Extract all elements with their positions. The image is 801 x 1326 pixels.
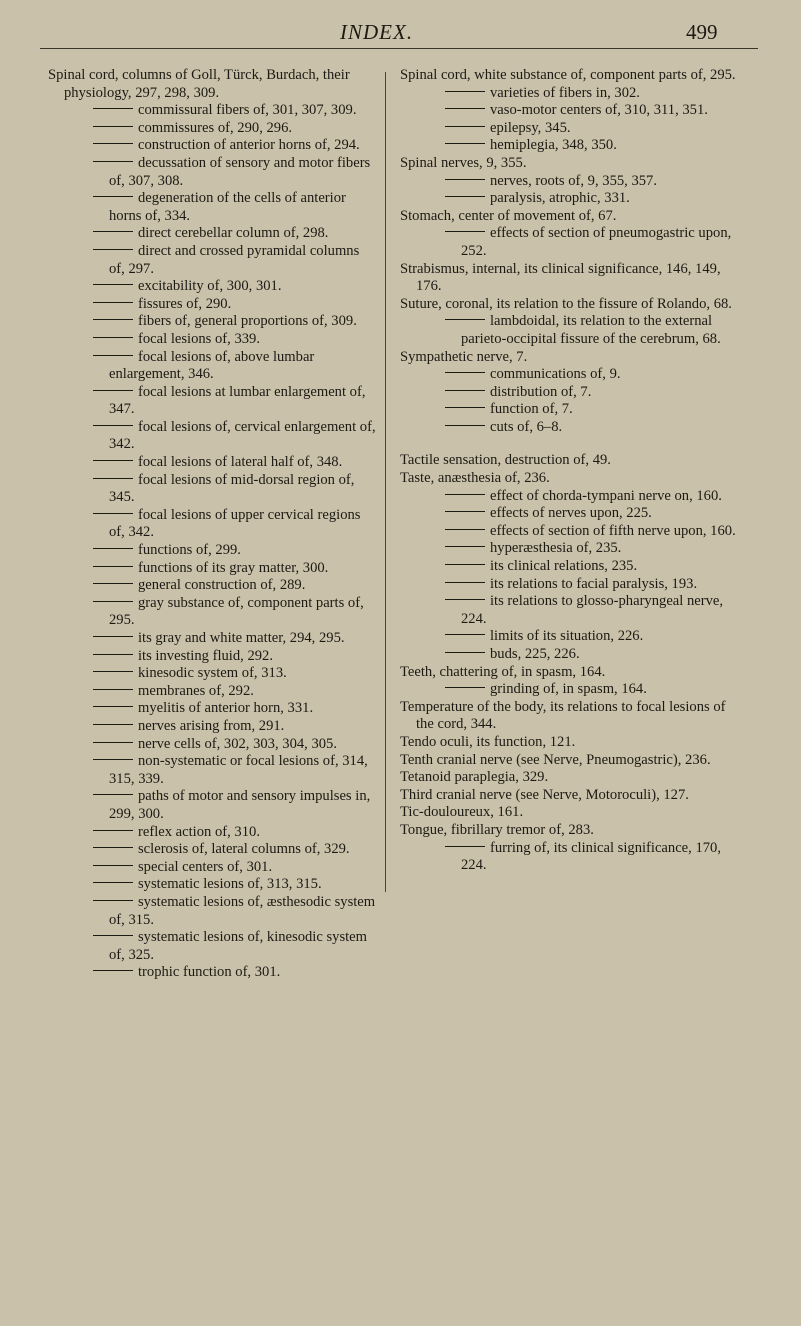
entry-text: focal lesions of lateral half of, 348. [138, 454, 343, 471]
entry-text: its relations to glosso-pharyngeal nerve, 224. [461, 593, 724, 627]
entry-text: Tactile sensation, destruction of, 49. [400, 452, 611, 469]
entry-text: fissures of, 290. [138, 295, 232, 312]
index-subentry [48, 964, 378, 982]
entry-text: lambdoidal, its relation to the external parieto-occipital fissure of the cerebrum, 68. [461, 313, 721, 347]
ditto-dash [93, 689, 133, 690]
index-subentry [48, 225, 378, 243]
entry-text: effects of section of fifth nerve upon, 160. [490, 522, 736, 539]
entry-text: Strabismus, internal, its clinical significance, 146, 149, 176. [400, 260, 721, 295]
index-entry [400, 787, 745, 805]
section-gap [400, 436, 745, 452]
entry-text: gray substance of, component parts of, 295. [109, 594, 364, 629]
header-rule [40, 48, 758, 49]
index-subentry [48, 929, 378, 964]
index-subentry [48, 876, 378, 894]
entry-text: furring of, its clinical significance, 170, 224. [461, 839, 721, 874]
index-entry [400, 699, 745, 734]
index-subentry [48, 120, 378, 138]
index-entry [400, 208, 745, 226]
entry-text: effect of chorda-tympani nerve on, 160. [490, 487, 722, 504]
index-subentry [48, 243, 378, 278]
entry-text: commissures of, 290, 296. [138, 119, 293, 136]
entry-text: Tetanoid paraplegia, 329. [400, 769, 549, 786]
entry-text: its gray and white matter, 294, 295. [138, 630, 345, 646]
entry-text: cuts of, 6–8. [490, 418, 563, 435]
entry-text: its investing fluid, 292. [138, 647, 273, 664]
index-subentry [400, 120, 745, 138]
ditto-dash [93, 636, 133, 637]
index-entry [400, 296, 745, 314]
index-subentry [48, 507, 378, 542]
entry-text: its clinical relations, 235. [490, 558, 638, 575]
index-subentry [48, 137, 378, 155]
ditto-dash [93, 302, 133, 303]
ditto-dash [445, 196, 485, 197]
ditto-dash [93, 759, 133, 760]
entry-text: nerves arising from, 291. [138, 717, 285, 734]
index-subentry [400, 558, 745, 576]
index-entry [400, 752, 745, 770]
ditto-dash [445, 91, 485, 92]
entry-text: Teeth, chattering of, in spasm, 164. [400, 663, 606, 680]
entry-text: construction of anterior horns of, 294. [138, 137, 360, 154]
ditto-dash [445, 143, 485, 144]
entry-text: hemiplegia, 348, 350. [490, 137, 617, 154]
entry-text: Temperature of the body, its relations to focal lesions of the cord, 344. [400, 698, 726, 733]
index-entry [400, 261, 745, 296]
index-subentry [48, 736, 378, 754]
ditto-dash [445, 108, 485, 109]
entry-text: distribution of, 7. [490, 383, 592, 400]
running-title: INDEX. [340, 20, 414, 44]
ditto-dash [93, 460, 133, 461]
entry-text: sclerosis of, lateral columns of, 329. [138, 841, 350, 858]
index-subentry [48, 630, 378, 648]
index-entry [400, 155, 745, 173]
ditto-dash [93, 830, 133, 831]
index-subentry [400, 313, 745, 348]
entry-text: functions of its gray matter, 300. [138, 559, 329, 576]
ditto-dash [445, 494, 485, 495]
index-entry [400, 769, 745, 787]
entry-text: effects of section of pneumogastric upon, 252. [461, 225, 732, 259]
index-subentry [48, 313, 378, 331]
entry-text: systematic lesions of, æsthesodic system of, 315. [109, 893, 376, 928]
entry-text: focal lesions of mid-dorsal region of, 345. [109, 471, 355, 506]
entry-text: kinesodic system of, 313. [138, 665, 287, 682]
ditto-dash [93, 513, 133, 514]
ditto-dash [445, 687, 485, 688]
entry-text: Tenth cranial nerve (see Nerve, Pneumogastric), 236. [400, 751, 711, 768]
index-subentry [400, 384, 745, 402]
index-subentry [48, 841, 378, 859]
index-subentry [48, 384, 378, 419]
index-subentry [48, 190, 378, 225]
ditto-dash [93, 108, 133, 109]
entry-text: Spinal nerves, 9, 355. [400, 154, 527, 171]
ditto-dash [93, 583, 133, 584]
page-header [0, 20, 801, 52]
index-subentry [400, 225, 745, 260]
index-subentry [48, 595, 378, 630]
ditto-dash [93, 935, 133, 936]
entry-text: excitability of, 300, 301. [138, 278, 282, 295]
ditto-dash [445, 179, 485, 180]
index-subentry [48, 542, 378, 560]
index-subentry [400, 173, 745, 191]
entry-text: varieties of fibers in, 302. [490, 84, 640, 101]
ditto-dash [93, 566, 133, 567]
index-entry [400, 470, 745, 488]
ditto-dash [93, 390, 133, 391]
entry-text: Spinal cord, white substance of, component parts of, 295. [400, 67, 736, 83]
ditto-dash [445, 231, 485, 232]
entry-text: buds, 225, 226. [490, 646, 580, 662]
entry-text: nerves, roots of, 9, 355, 357. [490, 172, 657, 189]
ditto-dash [445, 599, 485, 600]
index-subentry [400, 628, 745, 646]
entry-text: fibers of, general proportions of, 309. [138, 313, 357, 330]
entry-text: special centers of, 301. [138, 858, 273, 875]
index-subentry [400, 137, 745, 155]
ditto-dash [93, 601, 133, 602]
index-subentry [48, 577, 378, 595]
ditto-dash [93, 478, 133, 479]
index-subentry [48, 155, 378, 190]
index-subentry [48, 824, 378, 842]
entry-text: Taste, anæsthesia of, 236. [400, 470, 550, 487]
index-subentry [400, 419, 745, 437]
index-subentry [48, 859, 378, 877]
ditto-dash [93, 706, 133, 707]
ditto-dash [445, 652, 485, 653]
index-subentry [400, 190, 745, 208]
index-subentry [400, 593, 745, 628]
ditto-dash [93, 249, 133, 250]
page-number: 499 [686, 20, 718, 44]
entry-text: vaso-motor centers of, 310, 311, 351. [490, 102, 708, 119]
index-subentry [400, 646, 745, 664]
index-subentry [48, 648, 378, 666]
index-subentry [400, 523, 745, 541]
ditto-dash [445, 319, 485, 320]
ditto-dash [93, 425, 133, 426]
entry-text: focal lesions of, above lumbar enlargement, 346. [109, 348, 315, 383]
index-subentry [48, 102, 378, 120]
entry-text: paths of motor and sensory impulses in, 299, 300. [109, 788, 371, 822]
ditto-dash [93, 126, 133, 127]
index-subentry [400, 576, 745, 594]
index-entry [400, 804, 745, 822]
left-column [48, 67, 378, 982]
ditto-dash [445, 511, 485, 512]
ditto-dash [445, 126, 485, 127]
ditto-dash [93, 865, 133, 866]
index-subentry [400, 681, 745, 699]
entry-text: limits of its situation, 226. [490, 628, 644, 645]
ditto-dash [445, 407, 485, 408]
entry-text: focal lesions of, cervical enlargement of, 342. [109, 418, 376, 453]
entry-text: nerve cells of, 302, 303, 304, 305. [138, 735, 338, 752]
entry-text: hyperæsthesia of, 235. [490, 540, 622, 557]
ditto-dash [445, 564, 485, 565]
index-subentry [48, 788, 378, 823]
index-subentry [400, 102, 745, 120]
entry-text: Tongue, fibrillary tremor of, 283. [400, 821, 594, 838]
ditto-dash [93, 970, 133, 971]
ditto-dash [445, 529, 485, 530]
ditto-dash [93, 143, 133, 144]
entry-text: Suture, coronal, its relation to the fissure of Rolando, 68. [400, 295, 732, 312]
index-entry [400, 664, 745, 682]
entry-text: function of, 7. [490, 401, 573, 418]
ditto-dash [93, 882, 133, 883]
ditto-dash [93, 847, 133, 848]
ditto-dash [93, 196, 133, 197]
entry-text: membranes of, 292. [138, 682, 254, 699]
ditto-dash [93, 161, 133, 162]
entry-text: effects of nerves upon, 225. [490, 505, 652, 522]
index-subentry [48, 278, 378, 296]
index-subentry [48, 718, 378, 736]
index-subentry [400, 488, 745, 506]
ditto-dash [93, 742, 133, 743]
ditto-dash [93, 654, 133, 655]
ditto-dash [93, 671, 133, 672]
index-entry [400, 734, 745, 752]
entry-text: non-systematic or focal lesions of, 314, 315, 339. [109, 753, 368, 787]
entry-text: reflex action of, 310. [138, 823, 260, 840]
entry-text: Spinal cord, columns of Goll, Türck, Burdach, their physiology, 297, 298, 309. [48, 67, 350, 101]
entry-text: focal lesions at lumbar enlargement of, 347. [109, 383, 366, 418]
ditto-dash [445, 846, 485, 847]
index-subentry [400, 505, 745, 523]
ditto-dash [93, 355, 133, 356]
entry-text: communications of, 9. [490, 366, 621, 383]
column-divider [385, 72, 386, 892]
ditto-dash [93, 284, 133, 285]
entry-text: direct cerebellar column of, 298. [138, 225, 329, 242]
index-subentry [48, 665, 378, 683]
entry-text: Tendo oculi, its function, 121. [400, 733, 576, 750]
entry-text: general construction of, 289. [138, 577, 306, 594]
index-entry [48, 67, 378, 102]
entry-text: paralysis, atrophic, 331. [490, 190, 630, 207]
ditto-dash [93, 337, 133, 338]
entry-text: grinding of, in spasm, 164. [490, 681, 647, 698]
ditto-dash [445, 425, 485, 426]
index-subentry [48, 296, 378, 314]
right-column [400, 67, 745, 875]
entry-text: degeneration of the cells of anterior horns of, 334. [109, 190, 346, 224]
ditto-dash [93, 231, 133, 232]
index-subentry [48, 472, 378, 507]
entry-text: trophic function of, 301. [138, 964, 281, 981]
entry-text: functions of, 299. [138, 542, 241, 559]
entry-text: systematic lesions of, 313, 315. [138, 876, 322, 893]
entry-text: commissural fibers of, 301, 307, 309. [138, 102, 357, 119]
index-entry [400, 822, 745, 840]
entry-text: direct and crossed pyramidal columns of, 297. [109, 242, 360, 277]
entry-text: focal lesions of, 339. [138, 330, 260, 347]
entry-text: Stomach, center of movement of, 67. [400, 207, 617, 224]
ditto-dash [93, 319, 133, 320]
index-subentry [48, 894, 378, 929]
index-subentry [48, 419, 378, 454]
index-subentry [400, 366, 745, 384]
ditto-dash [445, 582, 485, 583]
entry-text: systematic lesions of, kinesodic system of, 325. [109, 929, 368, 963]
entry-text: Tic-douloureux, 161. [400, 804, 524, 821]
entry-text: its relations to facial paralysis, 193. [490, 575, 698, 592]
index-subentry [48, 753, 378, 788]
ditto-dash [445, 372, 485, 373]
index-subentry [400, 401, 745, 419]
ditto-dash [445, 634, 485, 635]
ditto-dash [93, 900, 133, 901]
index-entry [400, 452, 745, 470]
index-entry [400, 349, 745, 367]
index-subentry [48, 349, 378, 384]
index-entry [400, 67, 745, 85]
entry-text: focal lesions of upper cervical regions of, 342. [109, 506, 361, 541]
ditto-dash [93, 548, 133, 549]
ditto-dash [445, 390, 485, 391]
index-subentry [400, 85, 745, 103]
entry-text: myelitis of anterior horn, 331. [138, 700, 314, 717]
index-subentry [48, 331, 378, 349]
index-subentry [48, 454, 378, 472]
index-subentry [48, 700, 378, 718]
index-subentry [48, 683, 378, 701]
index-subentry [400, 540, 745, 558]
entry-text: decussation of sensory and motor fibers of, 307, 308. [109, 154, 371, 189]
entry-text: Sympathetic nerve, 7. [400, 348, 528, 365]
index-subentry [400, 840, 745, 875]
index-subentry [48, 560, 378, 578]
entry-text: Third cranial nerve (see Nerve, Motoroculi), 127. [400, 786, 689, 803]
ditto-dash [445, 546, 485, 547]
entry-text: epilepsy, 345. [490, 119, 571, 136]
ditto-dash [93, 794, 133, 795]
ditto-dash [93, 724, 133, 725]
